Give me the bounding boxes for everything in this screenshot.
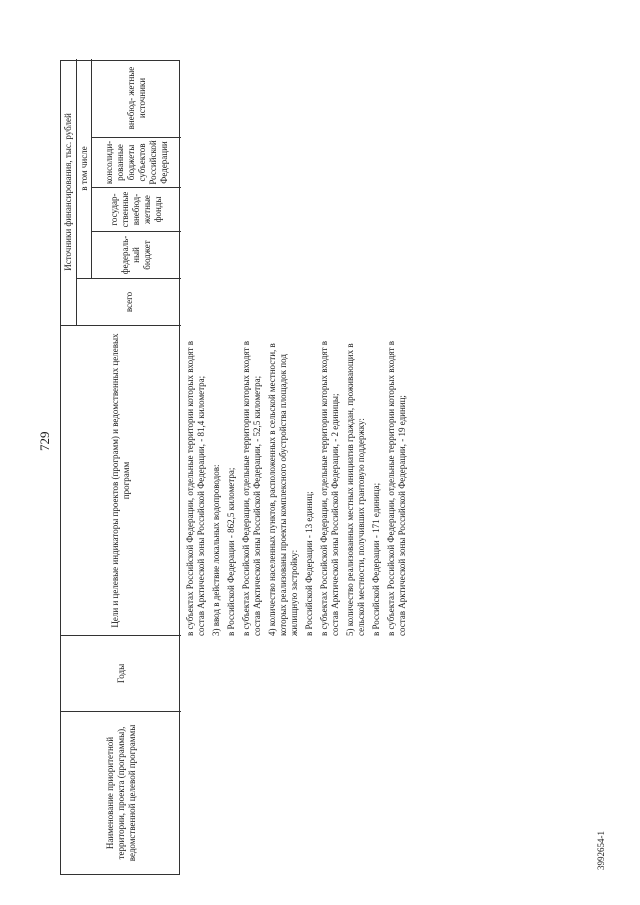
goals-line: в Российской Федерации - 862,5 километра; (226, 467, 236, 636)
goals-line: в субъектах Российской Федерации, отдельные территории которых входят в состав Арктической зоны Российской Федерации, - 81,4 километра; (185, 340, 206, 636)
header-including: в том числе (77, 59, 92, 278)
goals-line: 4) количество населенных пунктов, расположенных в сельской местности, в которых реализованы проекты комплексного обустройства площадок под жилищную застройку: (267, 343, 299, 636)
header-state-funds-column: государ- ственные внебюд- жетные фонды (92, 187, 181, 231)
header-total-column: всего (77, 278, 181, 325)
goals-line: в субъектах Российской Федерации, отдельные территории которых входят в состав Арктической зоны Российской Федерации, - 2 единицы; (319, 340, 340, 636)
goals-line: в субъектах Российской Федерации, отдельные территории которых входят в состав Арктической зоны Российской Федерации, - 19 единиц; (386, 340, 407, 636)
goals-line: в Российской Федерации - 13 единиц; (304, 491, 314, 636)
goals-line: в субъектах Российской Федерации, отдельные территории которых входят в состав Арктической зоны Российской Федерации, - 52,5 километра; (241, 340, 262, 636)
goals-text (185, 326, 412, 636)
goals-line: 3) ввод в действие локальных водопроводов: (211, 464, 221, 636)
header-external-column: внебюд- жетные источники (125, 66, 147, 130)
header-name-column: Наименование приоритетной территории, проекта (программы), ведомственной целевой программы (61, 711, 181, 874)
header-sources: Источники финансирования, тыс. рублей (61, 59, 77, 325)
goals-line: в Российской Федерации - 171 единица; (371, 482, 381, 636)
page-number: 729 (37, 431, 52, 451)
header-federal-column: федераль- ный бюджет (92, 231, 181, 278)
header-consolidated-column: консолиди- рованные бюджеты субъектов Российской Федерации (92, 137, 181, 187)
document-code: 3992654-1 (596, 831, 606, 870)
header-years-column: Годы (61, 635, 181, 711)
header-goals-column: Цели и целевые индикаторы проектов (программ) и ведомственных целевых программ (61, 325, 181, 635)
goals-line: 5) количество реализованных местных инициатив граждан, проживающих в сельской местности, получивших грантовую поддержку: (345, 343, 366, 636)
rotated-page-content (60, 60, 560, 875)
table-header (60, 60, 180, 875)
